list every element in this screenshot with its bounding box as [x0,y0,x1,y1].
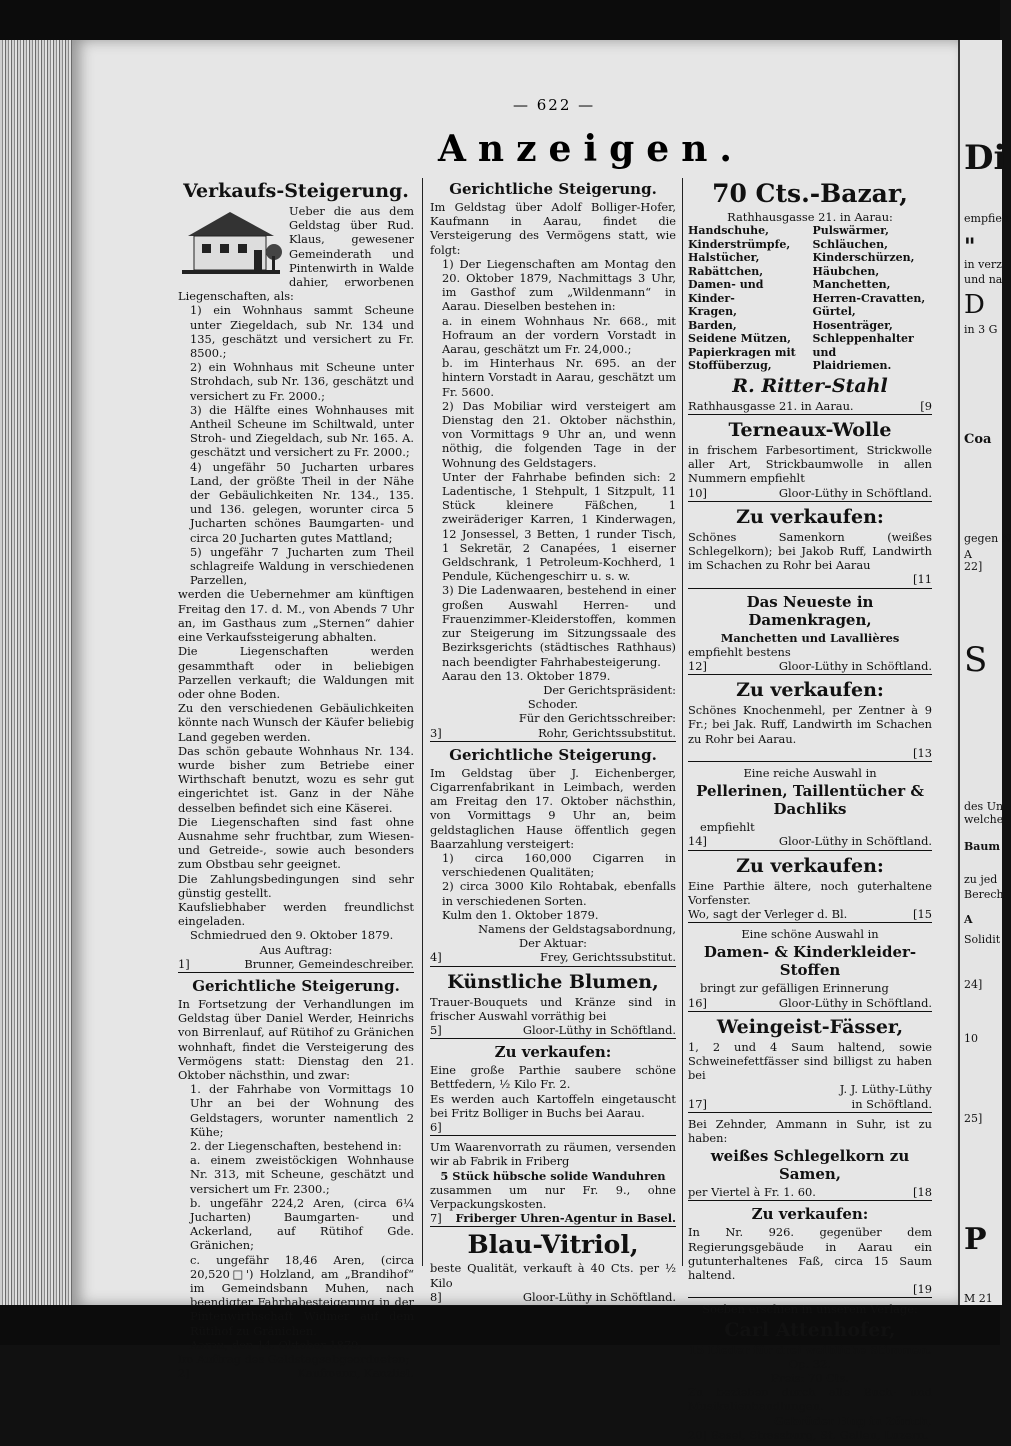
ad-vorfenster [688,855,932,924]
ad-footer [178,1366,414,1382]
ad-heading: Verkaufs-Steigerung. [183,180,409,202]
list-item: 4) ungefähr 50 Jucharten urbares Land, der größte Theil in der Nähe der Gebäulichkeiten Nr. 134., 135. und 136. gelegen, worunter circa 5 Jucharten schönes Baumgarten- und circa 20 Jucharten gutes Mattland; [190,459,414,545]
right-fragment: S [964,640,988,680]
list-item: Herren-Cravatten, [812,291,926,305]
ad-footer [688,572,932,588]
right-fragment: Solidit [964,933,1001,946]
signature-title: Der Aktuar: [518,936,588,951]
ad-text: zusammen um nur Fr. 9., ohne Verpackungskosten. [430,1182,676,1211]
ad-text: Um Waarenvorrath zu räumen, versenden wir ab Fabrik in Friberg [430,1140,676,1169]
list-item: 1) circa 160,000 Cigarren in verschiedenen Qualitäten; [442,850,676,880]
right-fragment: 10 [964,1032,978,1045]
ad-number: 1] [178,956,190,971]
list-item: Schleppenhalter und [812,332,914,359]
ad-text: Es werden auch Kartoffeln eingetauscht bei Fritz Bolliger in Buchs bei Aarau. [430,1091,676,1120]
ad-text: Eine große Parthie saubere schöne Bettfedern, ½ Kilo Fr. 2. [430,1063,676,1092]
ad-heading: Das Neueste in Damenkragen, [746,592,874,629]
ad-heading: Carl Attenhofer, [724,1318,896,1341]
ad-pretext: Soeben erschien in unserem Verlage: [702,1302,918,1317]
ad-text: per Viertel à Fr. 1. 60. [688,1185,816,1200]
ad-footer [430,950,676,966]
ad-text: Trauer-Bouquets und Kränze sind in frischer Auswahl vorräthig bei [430,994,676,1023]
ad-footer [688,486,932,502]
ad-heading: Zu verkaufen: [751,1205,869,1224]
date-line: Aarau, den 14. Oktober 1879. [190,1337,362,1352]
page-number: — 622 — [513,96,596,114]
paragraph: Die Liegenschaften werden gesammthaft oder in beliebigen Parzellen verkauft; die Waldungen mit oder ohne Boden. [178,644,414,701]
ad-number: 6] [430,1119,442,1134]
ad-signature: Frey, Gerichtssubstitut. [540,950,676,965]
list-item: 1. der Fahrhabe von Vormittags 10 Uhr an bei der Wohnung des Geldstagers, worunter namentlich 2 Kühe; [190,1082,414,1139]
paragraph: Zu den verschiedenen Gebäulichkeiten könnte nach Wunsch der Käufer beliebig Land gegeben werden. [178,701,414,744]
right-fragment: Baum [964,840,1001,853]
ad-attenhofer [688,1302,932,1442]
ad-number: 5] [430,1022,442,1037]
ad-text: bringt zur gefälligen Erinnerung [700,981,889,996]
ad-footer [688,399,932,415]
ad-number: [19 [913,1282,932,1297]
item-list-right [812,224,932,373]
ad-fass [688,1205,932,1298]
ad-blau-vitriol [430,1231,676,1306]
right-fragment: in verz [964,258,1002,271]
date-line: Kulm den 1. Oktober 1879. [442,907,599,922]
ad-text: Wo, sagt der Verleger d. Bl. [688,906,848,921]
signature-title: Der Gerichtspräsident: [543,682,676,697]
right-fragment: 24] [964,978,983,991]
date-line: Aarau den 13. Oktober 1879. [442,668,611,683]
ad-intro: Im Geldstag über J. Eichenberger, Cigarrenfabrikant in Leimbach, werden am Freitag den 17. Oktober nächsthin, von Vormittags 9 Uhr an, beim geldstaglichen Hause öffentlich gegen Baarzahlung versteigert: [430,765,676,851]
ad-text: beste Qualität, verkauft à 40 Cts. per ½ Kilo [430,1261,676,1290]
ad-number: 7] [430,1211,442,1226]
list-item: Halstücher, [688,251,760,265]
list-item: 1) ein Wohnhaus sammt Scheune unter Ziegeldach, sub Nr. 134 und 135, geschätzt und versichert zu Fr. 8500.; [190,303,414,361]
list-item: a. in einem Wohnhaus Nr. 668., mit Hofraum an der vordern Vorstadt in Aarau, geschätzt um Fr. 24,000.; [442,313,676,357]
item-list-left [688,224,808,373]
list-item: Handschuhe, [688,224,769,238]
right-fragment: Di [964,138,1007,178]
ad-name: J. J. Lüthy-Lüthy [839,1082,932,1097]
list-item: Papierkragen mit [688,345,796,359]
ad-heading: Weingeist-Fässer, [716,1015,904,1038]
ad-heading: Gerichtliche Steigerung. [192,976,400,995]
ad-number: [18 [913,1185,932,1200]
ad-text: Eine Parthie ältere, noch guterhaltene Vorfenster. [688,878,932,907]
ad-heading: 70 Cts.-Bazar, [712,179,908,208]
column-3 [688,178,932,1446]
ad-footer [430,726,676,742]
list-item: Pulswärmer, [812,224,889,238]
adjacent-page-fragment [958,40,1011,1305]
ad-signature: Gloor-Lüthy in Schöftland. [522,1289,676,1304]
list-item: a. einem zweistöckigen Wohnhause Nr. 313, mit Scheune, geschätzt und versichert um Fr. 2300.; [190,1153,414,1196]
ad-signature: Rathhausgasse 21. in Aarau. [688,398,854,413]
right-fragment: und na [964,273,1003,286]
ad-number: 12] [688,658,707,673]
ad-verkaufs-steigerung [178,180,414,973]
list-item: 3) die Hälfte eines Wohnhauses mit Antheil Scheune im Schiltwald, unter Stroh- und Ziegeldach, sub Nr. 165. A. geschätzt und versichert zu Fr. 2000.; [190,402,414,460]
right-fragment: des Un [964,800,1004,813]
paragraph: Die Liegenschaften sind fast ohne Ausnahme sehr fruchtbar, zum Wiesen- und Getreide-, sowie auch besonders zum Obstbau sehr geeignet. [178,814,414,872]
list-item: c. ungefähr 18,46 Aren, (circa 20,520□') Holzland, am „Brandihof“ im Gemeindsbann Muhen, nach beendigter Fahrhabesteigerung in der Pintenwirthschaft Widmer auf dem Rütihof zu Gränichen. [190,1252,414,1338]
right-fragment: " [964,234,976,260]
ad-footer [430,1290,676,1306]
page-stack-edge [0,40,75,1305]
right-fragment: A [964,548,972,561]
list-item: b. im Hinterhaus Nr. 695. an der hintern Vorstadt in Aarau, geschätzt um Fr. 5600. [442,356,676,399]
ad-weingeist-faesser [688,1016,932,1113]
ad-number: 14] [688,834,707,849]
list-item: 2. der Liegenschaften, bestehend in: [190,1139,402,1153]
signature-name: Schoder. [527,697,579,712]
ad-schlegelkorn [688,1117,932,1202]
firm-name: R. Ritter-Stahl [732,374,888,397]
ad-text: Schönes Knochenmehl, per Zentner à 9 Fr.; bei Jak. Ruff, Landwirth im Schachen zu Rohr bei Aarau. [688,703,932,746]
ad-text: Zu beziehen durch alle Buch- und Musikalienhandlungen. [688,1385,932,1414]
ad-text: Schönes Samenkorn (weißes Schlegelkorn); bei Jakob Ruff, Landwirth im Schachen zu Rohr bei Aarau [688,529,932,573]
ad-heading: Gerichtliche Steigerung. [449,180,657,198]
ad-kleider-stoffe [688,927,932,1012]
order-line: Aus Auftrag: [259,942,333,957]
list-item: Damen- und Kinder- [688,278,764,305]
list-item: Gürtel, Hosenträger, [812,305,893,332]
ad-footer [688,1185,932,1201]
signature-title: Für den Gerichtsschreiber: [518,711,676,726]
list-item: Barden, [688,318,737,332]
ad-gerichtliche-steigerung-bolliger [430,180,676,742]
list-item: Seidene Mützen, [688,332,791,346]
farmhouse-illustration [178,204,283,276]
ad-signature: Rohr, Gerichtssubstitut. [538,725,676,740]
right-fragment: welche [964,813,1004,826]
ad-intro: Im Geldstag über Adolf Bolliger-Hofer, Kaufmann in Aarau, findet die Versteigerung des Vermögens statt, wie folgt: [430,200,676,257]
paragraph: Das schön gebaute Wohnhaus Nr. 134. wurde bisher zum Betriebe einer Wirthschaft benutzt, wozu es sehr gut eingerichtet ist. Ganz in der Nähe desselben befindet sich eine Käserei. [178,743,414,815]
ad-gerichtliche-steigerung [178,977,414,1382]
ad-number: 8] [430,1289,442,1304]
ad-heading: Künstliche Blumen, [447,970,659,993]
ad-heading: Terneaux-Wolle [728,418,892,441]
ad-text: In Nr. 926. gegenüber dem Regierungsgebäude in Aarau ein gutunterhaltenes Faß, circa 15 Saum haltend. [688,1225,932,1283]
ad-footer [688,1097,932,1113]
ad-work-title: 15 Lieder für drei weibliche Stimmen. [688,1342,932,1357]
place-date: Schmiedrued den 9. Oktober 1879. [190,928,394,943]
ad-footer [688,659,932,675]
ad-signature: Gloor-Lüthy in Schöftland. [778,658,932,673]
list-item: 3) Die Ladenwaaren, bestehend in einer großen Auswahl Herren- und Frauenzimmer-Kleiderstoffen, kommen zur Steigerung im Sitzungssaale des Bezirksgerichts (städtisches Rathhaus) nach beendigter Fahrhabesteigerung. [442,583,676,669]
ad-footer [688,746,932,762]
list-item: Unter der Fahrhabe befinden sich: 2 Ladentische, 1 Stehpult, 1 Sitzpult, 11 Stück kleinere Fäßchen, 1 zweiräderiger Karren, 1 Kinderwagen, 12 Jonsessel, 3 Betten, 1 runder Tisch, 1 Sekretär, 2 Canapées, 1 eiserner Geldschrank, 1 Petroleum-Kochherd, 1 Pendule, Küchengeschirr u. s. w. [442,469,676,584]
right-fragment: Coa [964,432,992,447]
ad-intro: Ueber die aus dem Geldstag über Rud. Klaus, gewesener Gemeinderath und Pintenwirth in Walde dahier, erworbenen Liegenschaften, als: [178,204,414,304]
ad-terneaux-wolle [688,419,932,502]
ad-wanduhren [430,1140,676,1227]
ad-text: empfiehlt bestens [688,644,791,659]
list-item: 5) ungefähr 7 Jucharten zum Theil schlagreife Waldung in verschiedenen Parzellen, [190,544,414,588]
list-item: 2) ein Wohnhaus mit Scheune unter Strohdach, sub Nr. 136, geschätzt und versichert zu Fr. 2000.; [190,360,414,403]
right-fragment: M 21 [964,1292,993,1305]
list-item: b. ungefähr 224,2 Aren, (circa 6¼ Jucharten) Baumgarten- und Ackerland, auf Rütihof Gde. Gränichen; [190,1195,414,1253]
paragraph: Die Zahlungsbedingungen sind sehr günstig gestellt. [178,871,414,900]
ad-number: 17] [688,1096,707,1111]
ad-subheading: Manchetten und Lavallières [720,630,900,645]
ad-number: [11 [913,572,932,587]
ad-signature: Brunner, Gemeindeschreiber. [244,956,414,971]
list-item: Stoffüberzug, [688,359,772,373]
ad-signature: Gloor-Lüthy in Schöftland. [778,834,932,849]
ad-footer [688,834,932,850]
ad-pretext: Eine reiche Auswahl in [743,765,877,780]
right-fragment: P [964,1222,987,1257]
paragraph: werden die Uebernehmer am künftigen Freitag den 17. d. M., von Abends 7 Uhr an, im Gasthaus zum „Sternen“ dahier eine Verkaufssteigerung abhalten. [178,587,414,645]
list-item: Kragen, [688,305,738,319]
ad-text: Bei Zehnder, Ammann in Suhr, ist zu haben: [688,1116,932,1145]
list-item: Schläuchen, [812,237,888,251]
list-item: 2) Das Mobiliar wird versteigert am Dienstag den 21. Oktober nächsthin, von Vormittags 9 Uhr an, und wenn nöthig, die folgenden Tage in der Wohnung des Geldstagers. [442,398,676,470]
column-divider [422,178,423,1266]
ad-heading: Gerichtliche Steigerung. [449,745,657,764]
column-1 [178,178,414,1386]
list-item: 2) circa 3000 Kilo Rohtabak, ebenfalls in verschiedenen Sorten. [442,879,676,908]
ad-signature: Gloor-Lüthy in Schöftland. [778,485,932,500]
ad-signature: Gloor-Lüthy in Schöftland. [522,1022,676,1037]
ad-price: Preis: 70 Cts. [771,1371,849,1386]
ad-heading: Pellerinen, Taillentücher & Dachliks [696,782,924,819]
ad-heading: Damen- & Kinderkleider-Stoffen [703,943,917,980]
ad-bettfedern [430,1043,676,1136]
right-fragment: 22] [964,560,983,573]
ad-number: [9 [920,398,932,413]
list-item: Rabättchen, [688,264,764,278]
list-item: Plaidriemen. [812,359,892,373]
column-2 [430,178,676,1310]
list-item: Häubchen, [812,264,880,278]
ad-samenkorn [688,506,932,589]
item-columns [688,224,932,373]
ad-opus: Op. 32. [789,1356,831,1371]
ad-pretext: Eine schöne Auswahl in [741,927,879,942]
ad-publisher: Gebrüder Hug in Zürich, [773,1413,932,1428]
ad-text: 1, 2 und 4 Saum haltend, sowie Schweinefettfässer sind billigst zu haben bei [688,1039,932,1083]
ad-footer [688,907,932,923]
ad-heading: Blau-Vitriol, [467,1230,639,1260]
paragraph: Kaufsliebhaber werden freundlichst eingeladen. [178,899,414,929]
ad-pellerinen [688,766,932,851]
ad-footer [688,1282,932,1298]
ad-number: 2] [178,1366,190,1381]
ad-damenkragen [688,593,932,676]
ad-heading: Zu verkaufen: [494,1043,612,1062]
right-fragment: A [964,913,973,926]
ad-signature: Friberger Uhren-Agentur in Basel. [455,1211,676,1226]
right-fragment: Berech [964,888,1004,901]
ad-footer [430,1211,676,1227]
right-fragment: D [964,290,985,320]
ad-70-cts-bazar [688,180,932,415]
ad-kuenstliche-blumen [430,971,676,1040]
right-fragment: gegen N [964,532,1011,545]
ad-number: 3] [430,725,442,740]
right-fragment: zu jed [964,873,998,886]
ad-heading: Zu verkaufen: [736,679,884,702]
ad-heading: weißes Schlegelkorn zu Samen, [710,1147,910,1184]
signature-title: Namens der Geldstagsabordnung, [478,921,676,936]
ad-footer [178,957,414,973]
ad-gerichtliche-steigerung-eichenberger [430,746,676,967]
list-item: Kinderschürzen, [812,251,915,265]
ad-number: [13 [913,745,932,760]
list-item: 1) Der Liegenschaften am Montag den 20. Oktober 1879, Nachmittags 3 Uhr, im Gasthof zum „Wildenmann“ in Aarau. Dieselben bestehen in: [442,256,676,314]
ad-highlight: 5 Stück hübsche solide Wanduhren [440,1168,666,1183]
ad-knochenmehl [688,679,932,762]
ad-number: [15 [913,906,932,921]
list-item: Kinderstrümpfe, [688,237,791,251]
ad-number: 4] [430,950,442,965]
ad-footer: 20] Basel, Strassburg, St. Gallen, Luzern. [688,1427,929,1442]
ad-footer [688,996,932,1012]
ad-number: 16] [688,995,707,1010]
right-fragment: empfieh [964,212,1009,225]
ad-heading: Zu verkaufen: [736,505,884,528]
column-divider [682,178,683,1266]
ad-signature: Gloor-Lüthy in Schöftland. [778,995,932,1010]
ad-footer [430,1023,676,1039]
ad-signature: Kaufmann, Kanzlist. [297,1366,414,1381]
ad-signature: in Schöftland. [851,1096,932,1111]
list-item: Manchetten, [812,278,891,292]
right-fragment: in 3 G [964,323,998,336]
ad-heading: Zu verkaufen: [736,854,884,877]
ad-number: 10] [688,485,707,500]
right-fragment: 25] [964,1112,983,1125]
order-line: Im Auftrag des Geldstagsabgeordneten; [178,1352,410,1367]
ad-text: empfiehlt [700,820,755,835]
ad-text: in frischem Farbesortiment, Strickwolle aller Art, Strickbaumwolle in allen Nummern empfiehlt [688,442,932,486]
ad-footer [430,1120,676,1136]
ad-address: Rathhausgasse 21. in Aarau: [727,210,893,224]
page-title: Anzeigen. [438,128,744,170]
ad-intro: In Fortsetzung der Verhandlungen im Geldstag über Daniel Werder, Heinrichs von Birrenlauf, auf Rütihof zu Gränichen wohnhaft, findet die Versteigerung des Vermögens statt: Dienstag den 21. Oktober nächsthin, und zwar: [178,996,414,1082]
